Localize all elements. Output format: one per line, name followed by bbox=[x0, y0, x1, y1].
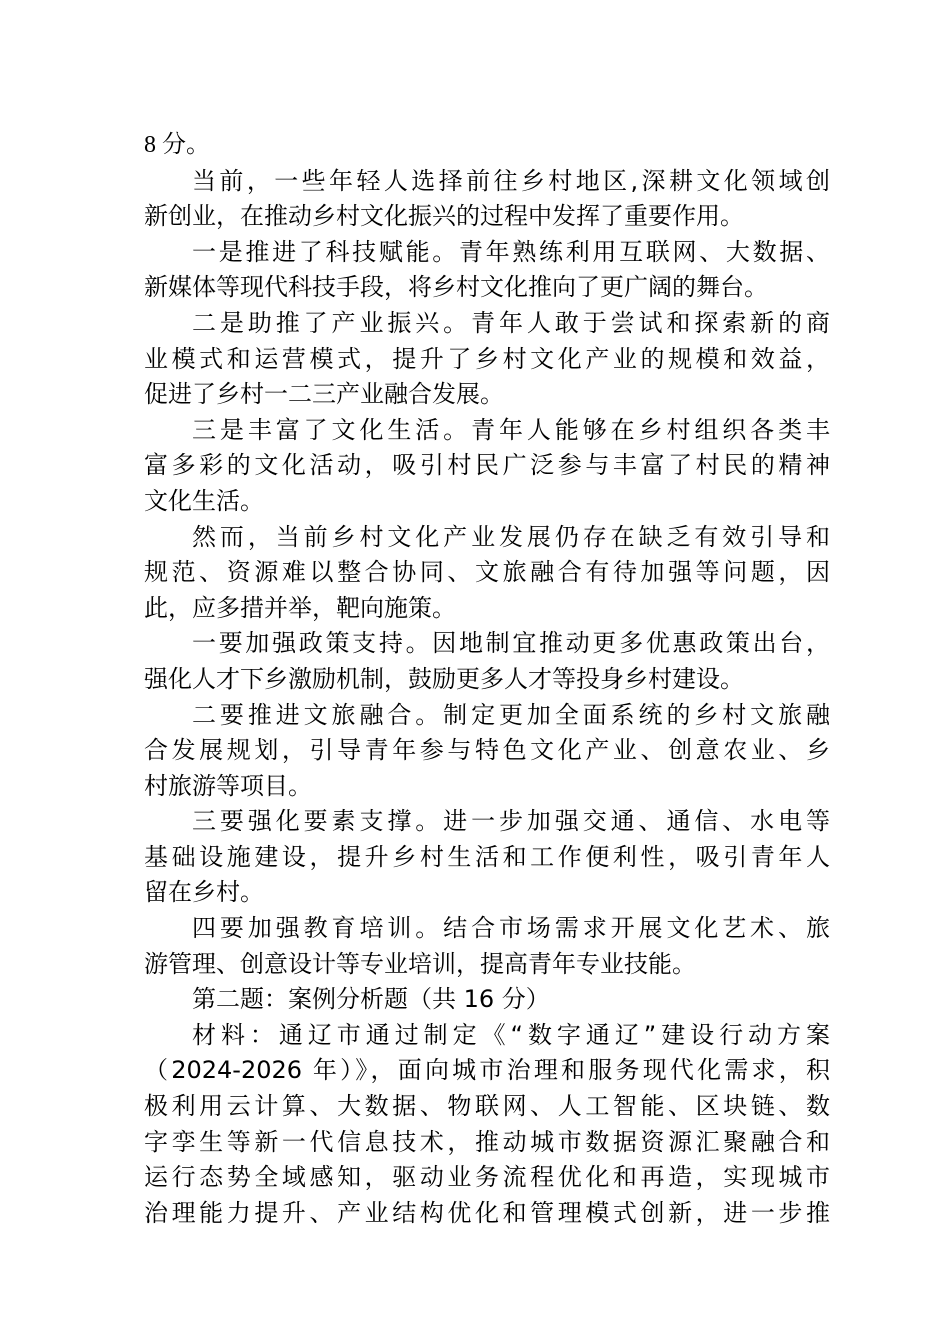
text-line: 合发展规划，引导青年参与特色文化产业、创意农业、乡 bbox=[144, 736, 830, 765]
text-line: 此，应多措并举，靶向施策。 bbox=[144, 593, 456, 622]
paragraph-first-line: 然而，当前乡村文化产业发展仍存在缺乏有效引导和 bbox=[192, 522, 830, 551]
text-line: 村旅游等项目。 bbox=[144, 771, 312, 800]
text-line: 基础设施建设，提升乡村生活和工作便利性，吸引青年人 bbox=[144, 842, 830, 871]
text-line: 极利用云计算、大数据、物联网、人工智能、区块链、数 bbox=[144, 1092, 830, 1121]
text-line: 新媒体等现代科技手段，将乡村文化推向了更广阔的舞台。 bbox=[144, 273, 768, 302]
text-line: 留在乡村。 bbox=[144, 878, 264, 907]
paragraph-first-line: 二要推进文旅融合。制定更加全面系统的乡村文旅融 bbox=[192, 700, 830, 729]
text-line: 文化生活。 bbox=[144, 486, 264, 515]
text-line: 字孪生等新一代信息技术，推动城市数据资源汇聚融合和 bbox=[144, 1127, 830, 1156]
text-line: 游管理、创意设计等专业培训，提高青年专业技能。 bbox=[144, 949, 696, 978]
document-page bbox=[144, 128, 830, 1231]
text-line: 运行态势全域感知，驱动业务流程优化和再造，实现城市 bbox=[144, 1163, 830, 1192]
paragraph-first-line: 一是推进了科技赋能。青年熟练利用互联网、大数据、 bbox=[192, 237, 830, 266]
paragraph-first-line: 四要加强教育培训。结合市场需求开展文化艺术、旅 bbox=[192, 914, 830, 943]
text-line: 治理能力提升、产业结构优化和管理模式创新，进一步推 bbox=[144, 1198, 830, 1227]
text-line: 业模式和运营模式，提升了乡村文化产业的规模和效益， bbox=[144, 344, 830, 373]
section-heading: 第二题：案例分析题（共 16 分） bbox=[192, 985, 550, 1014]
text-line: 8 分。 bbox=[144, 132, 210, 158]
paragraph-first-line: 一要加强政策支持。因地制宜推动更多优惠政策出台， bbox=[192, 629, 830, 658]
text-line: 富多彩的文化活动，吸引村民广泛参与丰富了村民的精神 bbox=[144, 451, 830, 480]
text-line: 新创业，在推动乡村文化振兴的过程中发挥了重要作用。 bbox=[144, 202, 744, 231]
paragraph-first-line: 二是助推了产业振兴。青年人敢于尝试和探索新的商 bbox=[192, 308, 830, 337]
paragraph-first-line: 三是丰富了文化生活。青年人能够在乡村组织各类丰 bbox=[192, 415, 830, 444]
text-line: 强化人才下乡激励机制，鼓励更多人才等投身乡村建设。 bbox=[144, 664, 744, 693]
text-line: （2024-2026 年）》，面向城市治理和服务现代化需求，积 bbox=[144, 1056, 830, 1085]
paragraph-first-line: 材料：通辽市通过制定《“数字通辽”建设行动方案 bbox=[192, 1020, 830, 1049]
paragraph-first-line: 三要强化要素支撑。进一步加强交通、通信、水电等 bbox=[192, 807, 830, 836]
text-line: 促进了乡村一二三产业融合发展。 bbox=[144, 380, 504, 409]
paragraph-first-line: 当前，一些年轻人选择前往乡村地区,深耕文化领域创 bbox=[192, 166, 830, 195]
text-line: 规范、资源难以整合协同、文旅融合有待加强等问题，因 bbox=[144, 558, 830, 587]
